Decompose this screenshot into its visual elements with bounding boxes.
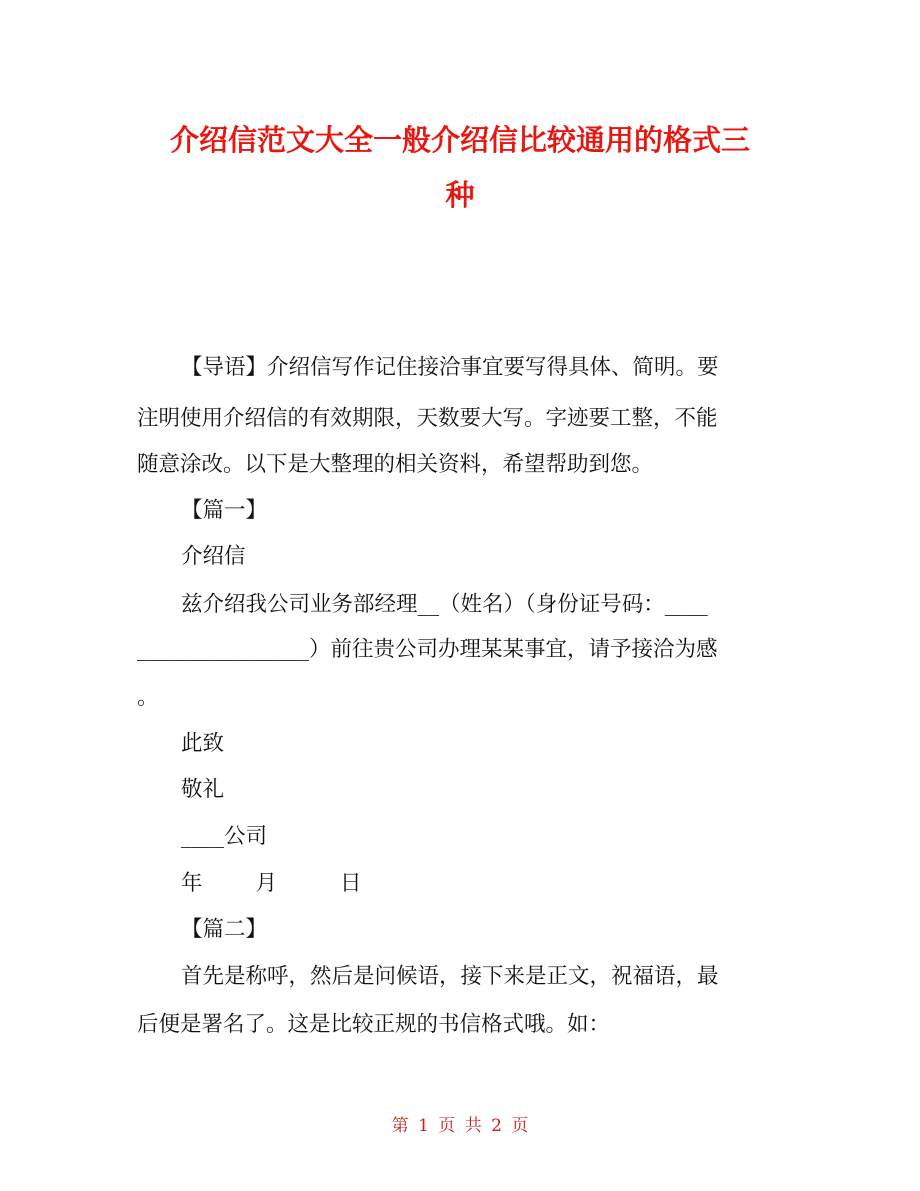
date-year: 年 [181,871,203,896]
date-day: 日 [340,871,362,896]
letter-body-line2: ________________）前往贵公司办理某某事宜，请予接洽为感 [137,637,718,662]
date-line [181,869,362,899]
page-footer: 第 1 页 共 2 页 [391,1116,529,1136]
letter-title: 介绍信 [181,544,246,569]
closing-salutation: 此致 [181,731,225,756]
section2-line2: 后便是署名了。这是比较正规的书信格式哦。如： [137,1012,611,1037]
section2-line1: 首先是称呼，然后是问候语，接下来是正文，祝福语，最 [181,964,719,989]
document-title-line2: 种 [445,178,475,212]
intro-paragraph-line2: 注明使用介绍信的有效期限，天数要大写。字迹要工整，不能 [137,406,718,431]
date-month: 月 [255,871,278,896]
intro-paragraph-line3: 随意涂改。以下是大整理的相关资料，希望帮助到您。 [137,452,654,477]
document-title-line1: 介绍信范文大全一般介绍信比较通用的格式三 [169,123,750,157]
letter-body-line1: 兹介绍我公司业务部经理__（姓名）（身份证号码：____ [181,592,708,617]
section2-heading: 【篇二】 [181,917,268,942]
company-signature: ____公司 [181,824,268,849]
closing-regards: 敬礼 [181,777,225,802]
intro-paragraph-line1: 【导语】介绍信写作记住接洽事宜要写得具体、简明。要 [181,355,719,380]
section1-heading: 【篇一】 [181,498,268,523]
letter-body-line3: 。 [137,685,159,710]
